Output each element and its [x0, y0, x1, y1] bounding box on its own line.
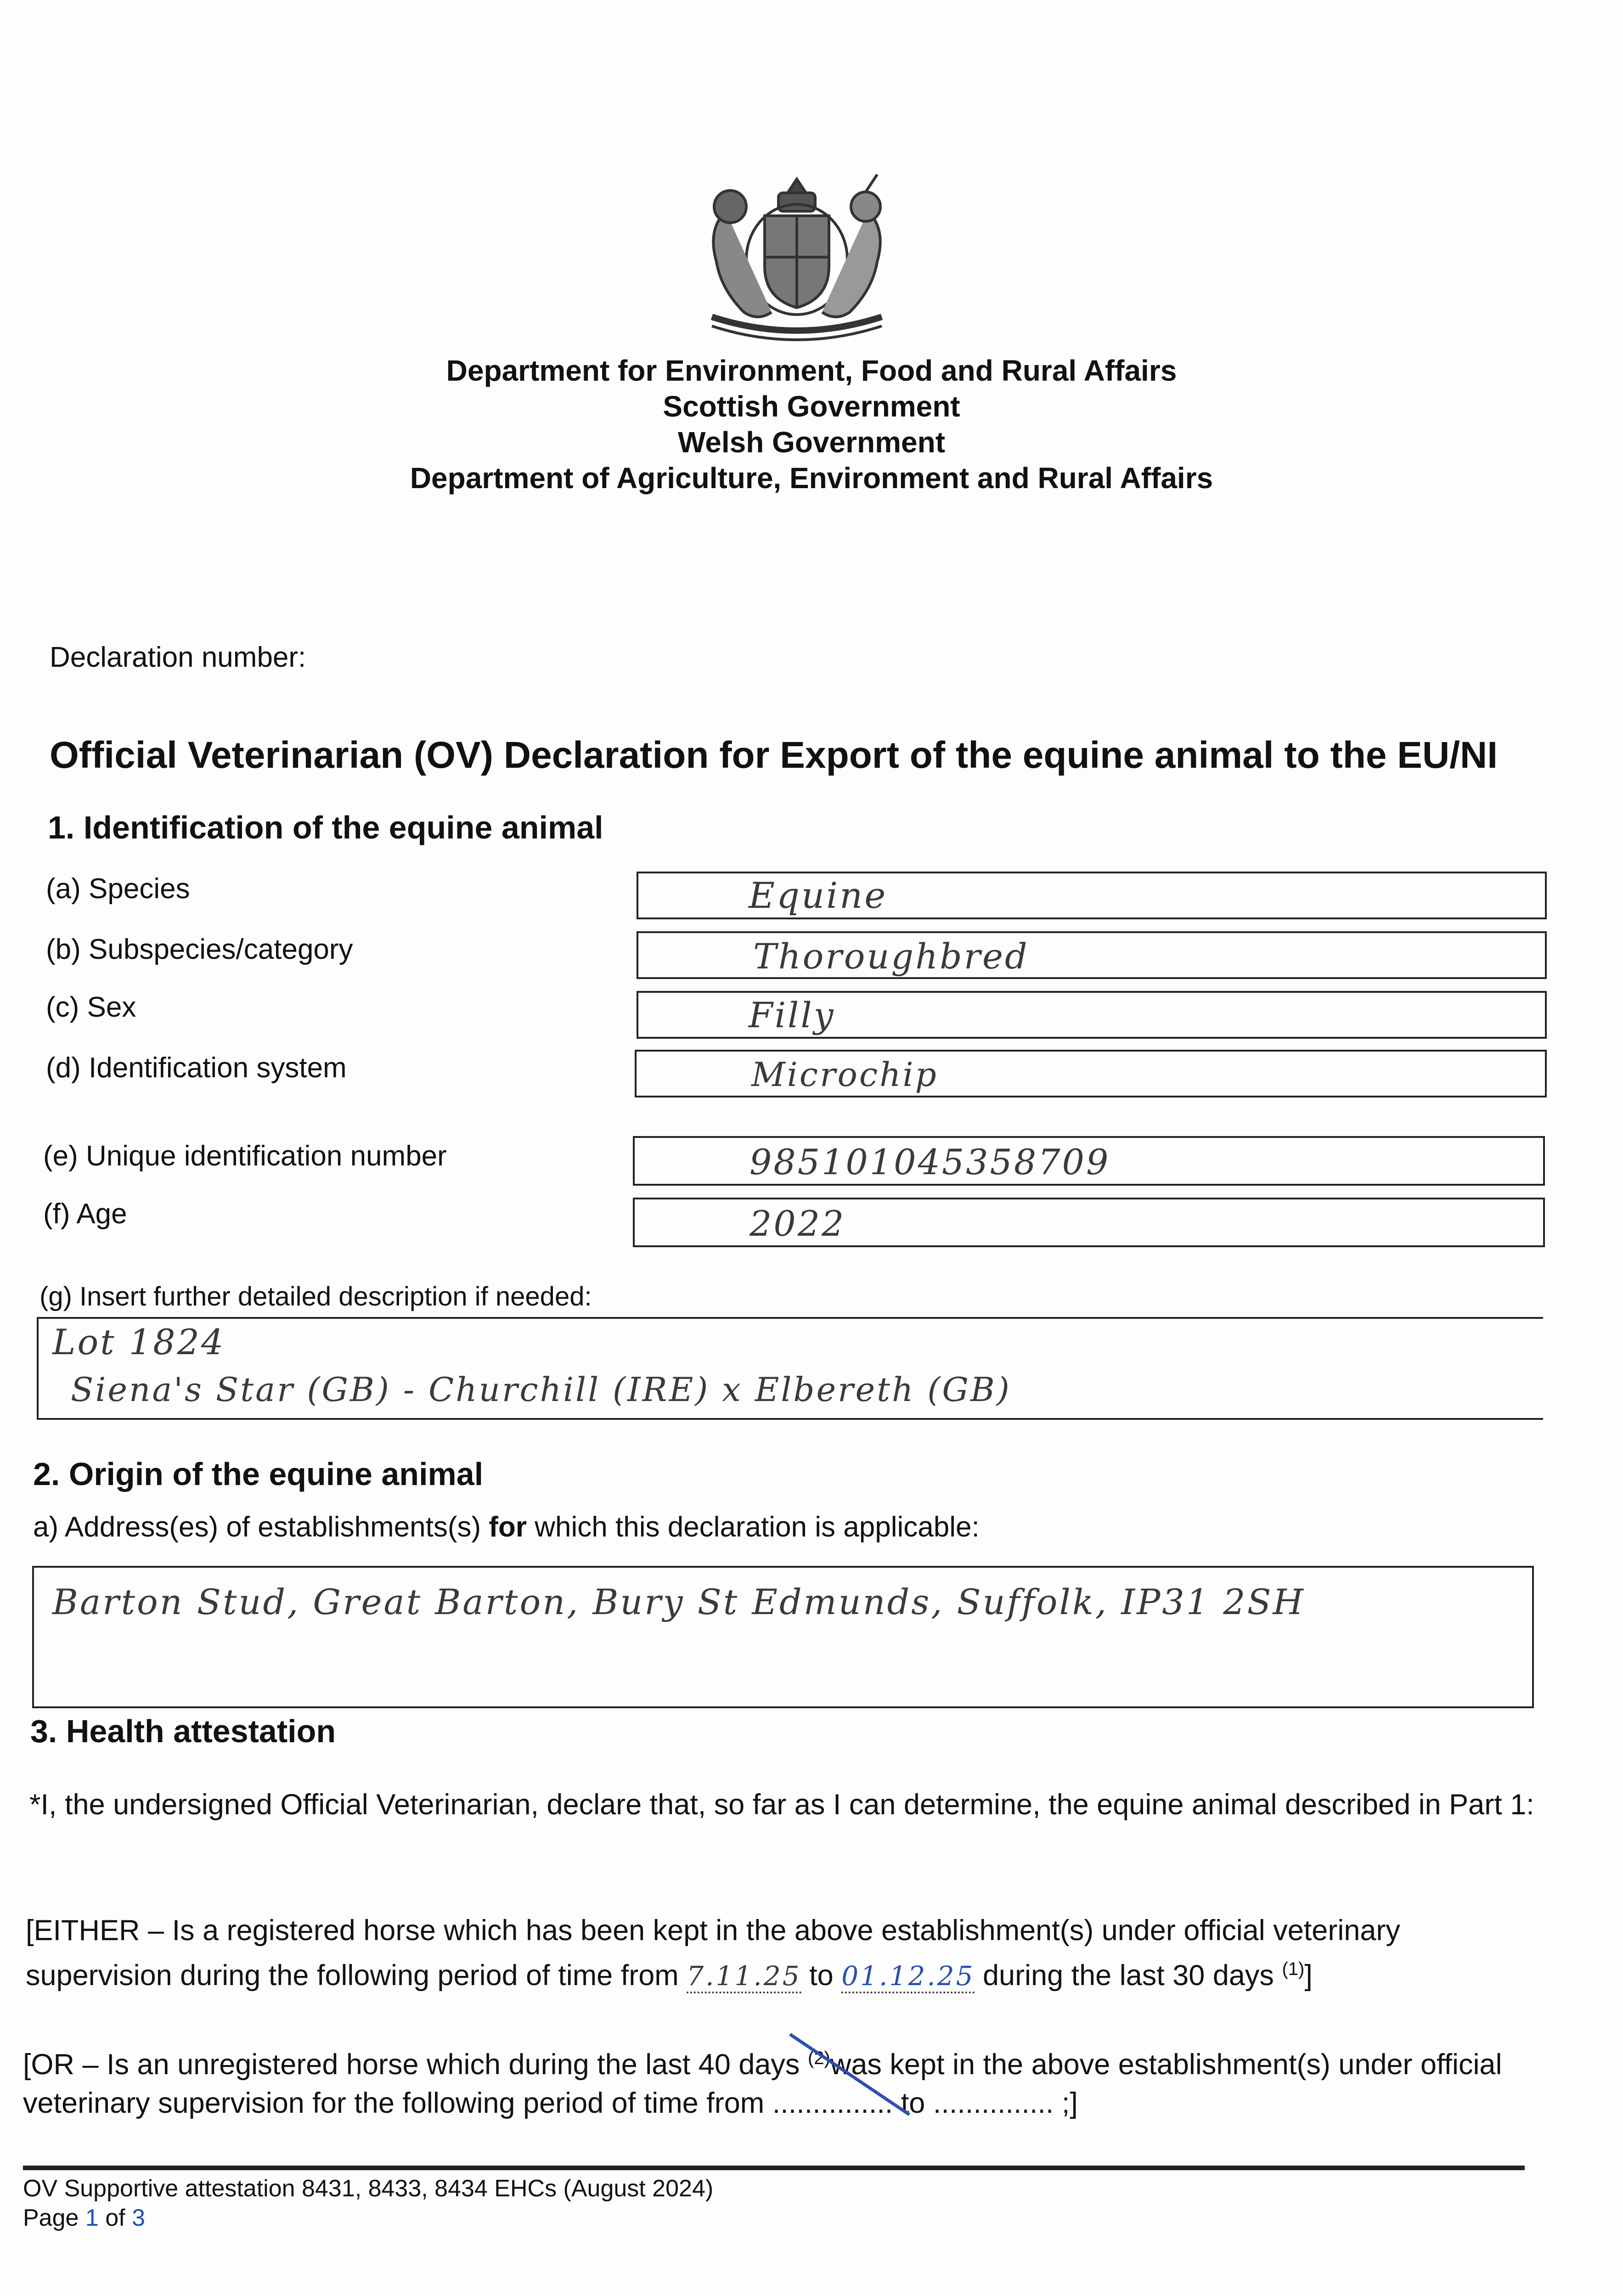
further-description-line2: Siena's Star (GB) - Churchill (IRE) x Elbereth (GB)	[71, 1370, 1011, 1409]
footer-divider	[23, 2166, 1525, 2170]
address-label-post: which this declaration is applicable:	[535, 1511, 980, 1543]
coat-of-arms-icon	[684, 170, 909, 344]
age-label: (f) Age	[43, 1198, 127, 1230]
header-line-welsh: Welsh Government	[677, 426, 946, 459]
identification-system-value: Microchip	[751, 1055, 938, 1094]
either-to-date[interactable]: 01.12.25	[841, 1960, 975, 1993]
further-description-line1: Lot 1824	[52, 1322, 225, 1362]
either-close: ]	[1304, 1959, 1313, 1992]
document-title: Official Veterinarian (OV) Declaration for Export of the equine animal to the EU/NI	[50, 734, 1498, 776]
or-footnote-ref: (2)	[807, 2048, 830, 2068]
strike-through-mark	[781, 2030, 919, 2122]
address-label-pre: a) Address(es) of establishments(s)	[33, 1511, 481, 1543]
subspecies-field[interactable]	[637, 931, 1547, 979]
address-label-bold: for	[489, 1511, 527, 1543]
species-field[interactable]	[637, 872, 1547, 919]
or-line1-pre: [OR – Is an unregistered horse which during the last 40 days	[23, 2048, 800, 2081]
age-field[interactable]	[633, 1198, 1545, 1247]
either-footnote-ref: (1)	[1282, 1959, 1305, 1979]
address-label	[33, 1511, 980, 1543]
page-total: 3	[132, 2205, 146, 2231]
identification-system-label: (d) Identification system	[46, 1052, 347, 1084]
either-line2-pre: supervision during the following period of time from	[26, 1959, 679, 1992]
section3-heading: 3. Health attestation	[30, 1713, 336, 1749]
header-line-scottish: Scottish Government	[663, 390, 960, 423]
or-line1-post: was kept in the above establishment(s) under official	[830, 2048, 1502, 2081]
address-value: Barton Stud, Great Barton, Bury St Edmunds, Suffolk, IP31 2SH	[52, 1581, 1305, 1622]
subspecies-label: (b) Subspecies/category	[46, 934, 353, 965]
or-line2: veterinary supervision for the following period of time from ............... to ............... ;]	[23, 2087, 1078, 2119]
uid-value: 985101045358709	[750, 1142, 1110, 1182]
either-line1: [EITHER – Is a registered horse which has been kept in the above establishment(s) under official veterinary	[26, 1914, 1400, 1947]
uid-field[interactable]	[633, 1136, 1545, 1186]
identification-system-field[interactable]	[635, 1050, 1547, 1097]
further-description-field[interactable]	[37, 1317, 1543, 1420]
sex-label: (c) Sex	[46, 991, 136, 1023]
sex-value: Filly	[749, 995, 835, 1035]
section1-heading: 1. Identification of the equine animal	[48, 810, 603, 845]
either-clause	[26, 1911, 1555, 1995]
attestation-intro: *I, the undersigned Official Veterinarian, declare that, so far as I can determine, the equine animal described in Part 1:	[29, 1789, 1534, 1821]
either-line2-post: during the last 30 days	[983, 1959, 1274, 1992]
species-value: Equine	[749, 875, 888, 917]
page-current: 1	[85, 2205, 99, 2231]
page-word: Page	[23, 2205, 79, 2231]
further-description-label: (g) Insert further detailed description if needed:	[39, 1282, 592, 1311]
uid-label: (e) Unique identification number	[43, 1140, 447, 1172]
footer-doc-ref: OV Supportive attestation 8431, 8433, 8434 EHCs (August 2024)	[23, 2175, 714, 2202]
either-line2	[26, 1950, 1555, 1995]
either-to-word: to	[809, 1959, 834, 1992]
either-from-date[interactable]: 7.11.25	[687, 1960, 801, 1993]
address-field[interactable]	[32, 1566, 1534, 1708]
sex-field[interactable]	[637, 991, 1547, 1039]
subspecies-value: Thoroughbred	[753, 936, 1029, 977]
header-line-defra: Department for Environment, Food and Rural Affairs	[446, 354, 1177, 387]
footer-page-number	[23, 2204, 145, 2232]
declaration-number-label: Declaration number:	[50, 642, 306, 673]
header-line-daera: Department of Agriculture, Environment and Rural Affairs	[410, 461, 1213, 495]
age-value: 2022	[750, 1203, 846, 1244]
page-of-word: of	[105, 2205, 125, 2231]
species-label: (a) Species	[46, 873, 190, 905]
section2-heading: 2. Origin of the equine animal	[33, 1456, 484, 1492]
